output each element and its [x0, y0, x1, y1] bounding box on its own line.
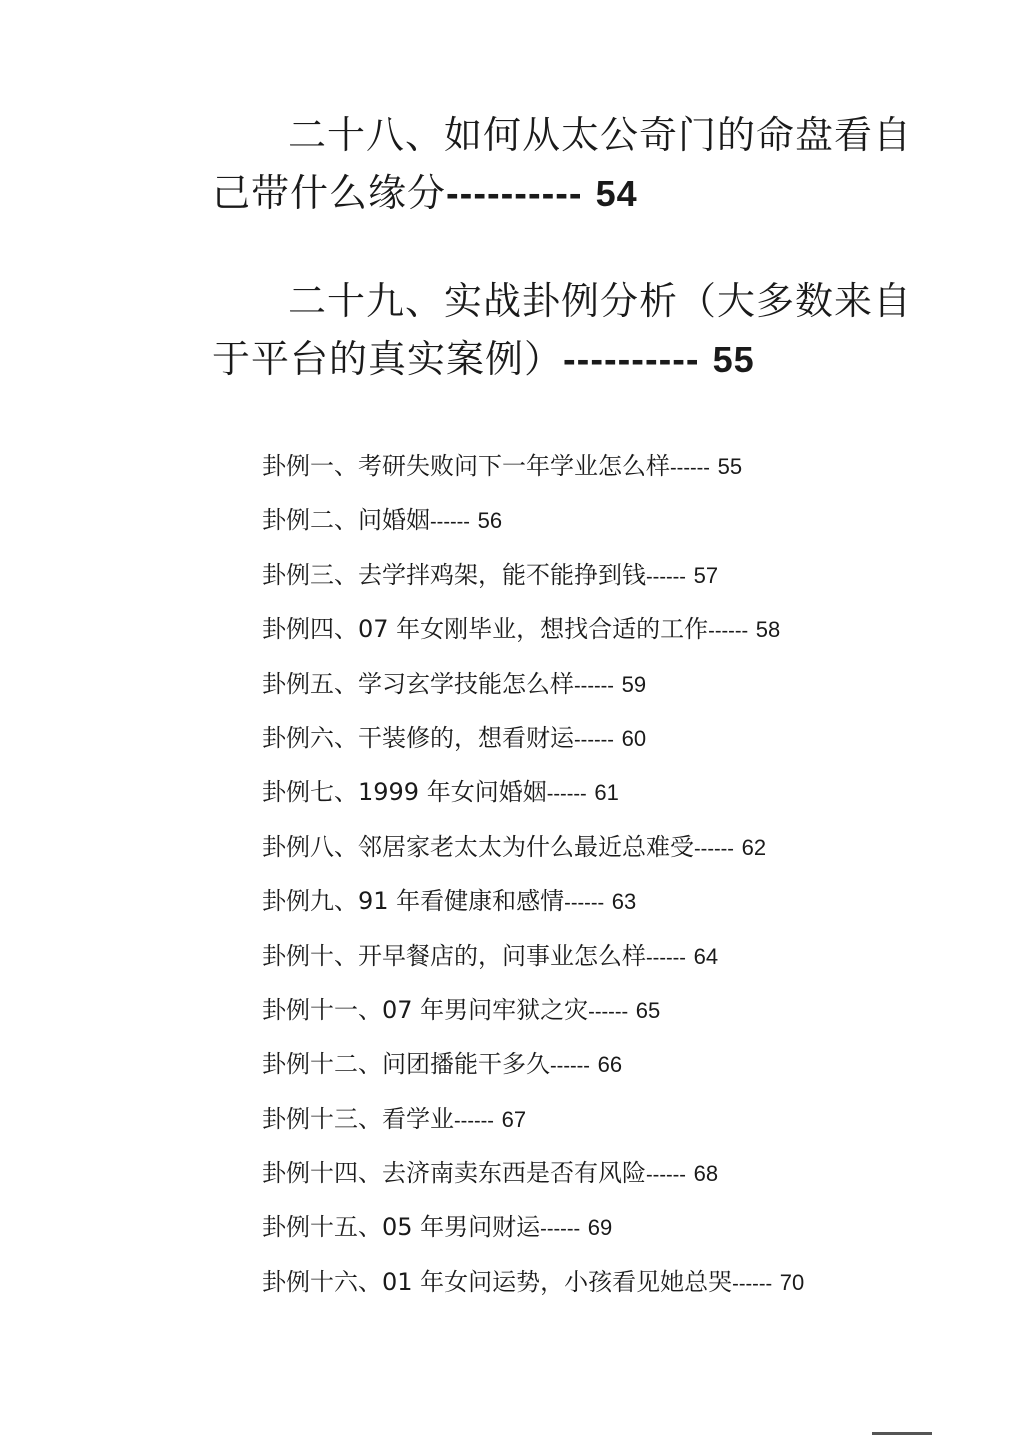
- case-title: 卦例三、去学拌鸡架，能不能挣到钱: [262, 560, 646, 589]
- toc-case-item[interactable]: [262, 498, 962, 552]
- case-page-number: 64: [693, 943, 719, 969]
- case-page-number: 62: [741, 834, 767, 860]
- case-page-number: 55: [717, 454, 743, 479]
- case-page-number: 58: [755, 617, 781, 643]
- leader-dots: ------: [564, 892, 605, 915]
- case-title: 卦例十三、看学业: [262, 1104, 454, 1133]
- toc-chapter-29[interactable]: [212, 272, 912, 389]
- case-page-number: 67: [501, 1106, 527, 1132]
- case-title: 卦例四、07 年女刚毕业，想找合适的工作: [262, 615, 709, 644]
- leader-dots: ------: [454, 1109, 494, 1132]
- leader-dots: ------: [574, 728, 614, 751]
- toc-case-item[interactable]: [262, 662, 962, 716]
- case-page-number: 56: [477, 508, 503, 534]
- toc-case-item[interactable]: [262, 879, 962, 933]
- toc-chapter-28[interactable]: [212, 106, 912, 223]
- case-title: 卦例五、学习玄学技能怎么样: [262, 669, 574, 698]
- leader-dots: ------: [646, 946, 686, 969]
- case-title: 卦例十四、去济南卖东西是否有风险: [262, 1159, 646, 1188]
- leader-dots: ----------: [446, 173, 583, 215]
- toc-case-item[interactable]: [262, 716, 962, 770]
- leader-dots: ------: [546, 783, 587, 806]
- leader-dots: ------: [646, 1164, 686, 1187]
- toc-case-item[interactable]: [262, 1151, 962, 1205]
- case-list: [262, 444, 962, 1314]
- case-title: 卦例十二、问团播能干多久: [262, 1050, 550, 1079]
- leader-dots: ------: [732, 1272, 773, 1295]
- case-title: 卦例八、邻居家老太太为什么最近总难受: [262, 832, 694, 861]
- case-title: 卦例七、1999 年女问婚姻: [262, 778, 547, 807]
- toc-case-item[interactable]: [262, 1042, 962, 1096]
- case-title: 卦例十一、07 年男问牢狱之灾: [262, 995, 589, 1024]
- case-page-number: 65: [635, 997, 661, 1023]
- case-page-number: 68: [693, 1161, 719, 1187]
- chapter-page-number: 55: [712, 339, 755, 380]
- case-page-number: 69: [587, 1215, 613, 1241]
- toc-case-item[interactable]: [262, 1260, 962, 1314]
- case-title: 卦例十五、05 年男问财运: [262, 1213, 541, 1242]
- leader-dots: ------: [694, 837, 734, 860]
- leader-dots: ----------: [563, 339, 700, 381]
- leader-dots: ------: [540, 1218, 581, 1241]
- toc-case-item[interactable]: [262, 444, 962, 498]
- case-title: 卦例十、开早餐店的，问事业怎么样: [262, 941, 646, 970]
- case-title: 卦例一、考研失败问下一年学业怎么样: [262, 452, 670, 480]
- case-page-number: 61: [594, 780, 619, 806]
- toc-case-item[interactable]: [262, 553, 962, 607]
- case-title: 卦例十六、01 年女问运势，小孩看见她总哭: [262, 1267, 733, 1296]
- chapter-title: 二十九、实战卦例分析（大多数来自于平台的真实案例）: [212, 279, 913, 381]
- toc-case-item[interactable]: [262, 607, 962, 661]
- toc-case-item[interactable]: [262, 934, 962, 988]
- toc-case-item[interactable]: [262, 988, 962, 1042]
- leader-dots: ------: [588, 1000, 629, 1023]
- leader-dots: ------: [574, 674, 614, 697]
- case-page-number: 63: [611, 889, 637, 915]
- footer-mark: [872, 1432, 932, 1443]
- toc-case-item[interactable]: [262, 770, 962, 824]
- leader-dots: ------: [708, 620, 749, 643]
- toc-case-item[interactable]: [262, 825, 962, 879]
- case-page-number: 59: [621, 671, 647, 697]
- case-title: 卦例九、91 年看健康和感情: [262, 887, 565, 916]
- case-title: 卦例六、干装修的，想看财运: [262, 723, 574, 752]
- toc-case-item[interactable]: [262, 1097, 962, 1151]
- toc-case-item[interactable]: [262, 1205, 962, 1259]
- case-page-number: 57: [693, 562, 719, 588]
- leader-dots: ------: [550, 1055, 590, 1078]
- leader-dots: ------: [670, 457, 710, 479]
- chapter-title: 二十八、如何从太公奇门的命盘看自己带什么缘分: [212, 113, 913, 215]
- leader-dots: ------: [430, 511, 470, 534]
- case-page-number: 70: [779, 1269, 805, 1295]
- case-title: 卦例二、问婚姻: [262, 506, 430, 535]
- chapter-page-number: 54: [595, 173, 638, 214]
- case-page-number: 66: [597, 1052, 623, 1078]
- case-page-number: 60: [621, 725, 647, 751]
- leader-dots: ------: [646, 565, 686, 588]
